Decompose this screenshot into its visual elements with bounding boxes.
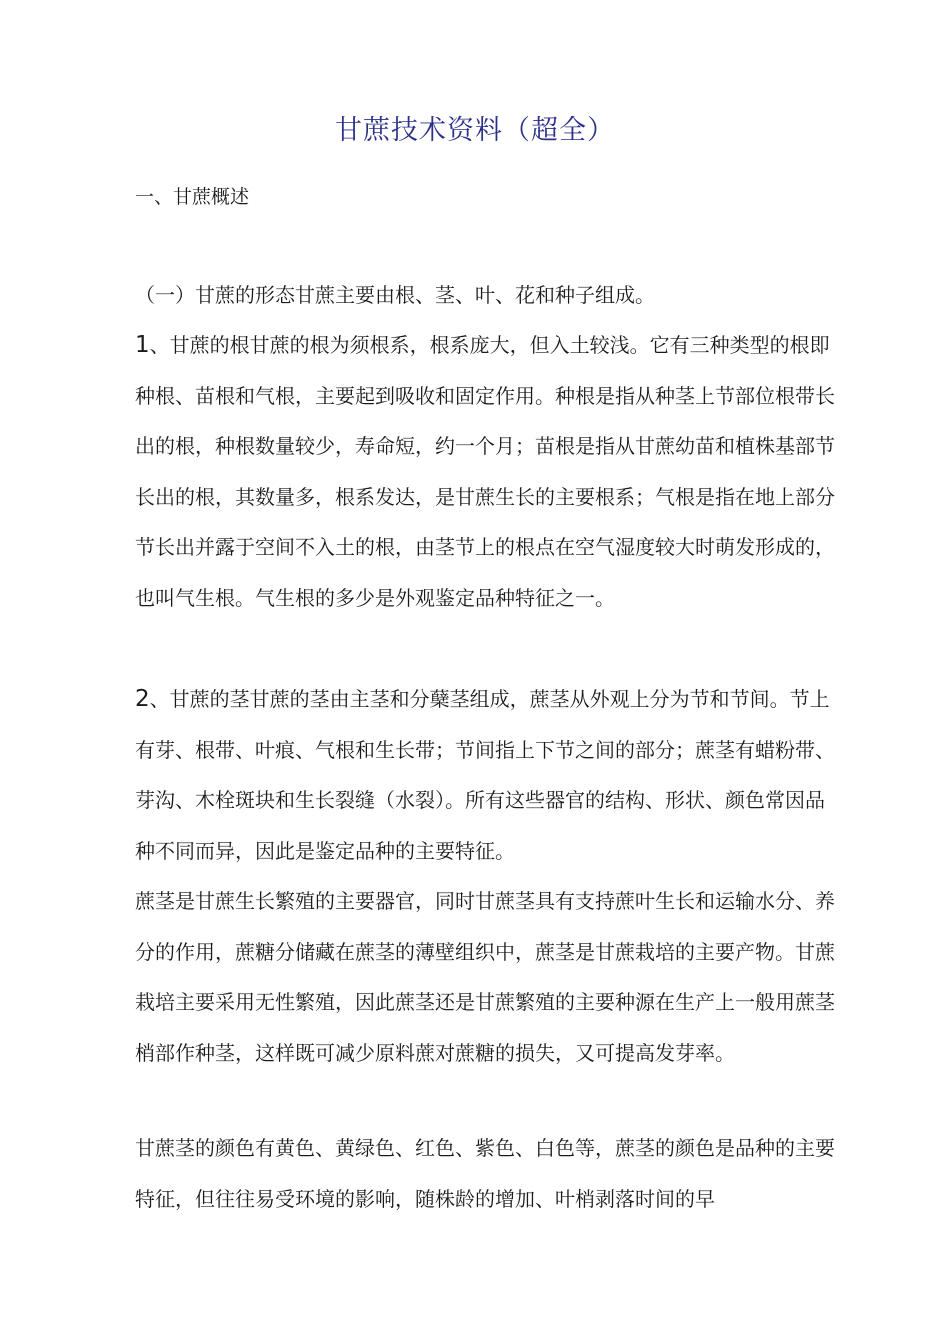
paragraph-number: 2 <box>135 686 150 712</box>
paragraph-stem <box>135 674 835 876</box>
paragraph-stem-function: 蔗茎是甘蔗生长繁殖的主要器官，同时甘蔗茎具有支持蔗叶生长和运输水分、养分的作用，蔗糖分储藏在蔗茎的薄壁组织中，蔗茎是甘蔗栽培的主要产物。甘蔗栽培主要采用无性繁殖，因此蔗茎还是甘蔗繁殖的主要种源在生产上一般用蔗茎梢部作种茎，这样既可减少原料蔗对蔗糖的损失，又可提高发芽率。 <box>135 889 835 1065</box>
paragraph-stem-color: 甘蔗茎的颜色有黄色、黄绿色、红色、紫色、白色等，蔗茎的颜色是品种的主要特征，但往往易受环境的影响，随株龄的增加、叶梢剥落时间的早 <box>135 1136 835 1211</box>
paragraph-number: 1 <box>135 332 150 358</box>
document-title: 甘蔗技术资料（超全） <box>335 115 615 146</box>
paragraph-text: 、甘蔗的茎甘蔗的茎由主茎和分蘖茎组成，蔗茎从外观上分为节和节间。节上有芽、根带、叶痕、气根和生长带；节间指上下节之间的部分；蔗茎有蜡粉带、芽沟、木栓斑块和生长裂缝（水裂）。所有这些器官的结构、形状、颜色常因品种不同而异，因此是鉴定品种的主要特征。 <box>135 687 835 863</box>
section-heading: 一、甘蔗概述 <box>135 186 250 208</box>
paragraph-text: 、甘蔗的根甘蔗的根为须根系，根系庞大，但入土较浅。它有三种类型的根即种根、苗根和气根，主要起到吸收和固定作用。种根是指从种茎上节部位根带长出的根，种根数量较少，寿命短，约一个月；苗根是指从甘蔗幼苗和植株基部节长出的根，其数量多，根系发达，是甘蔗生长的主要根系；气根是指在地上部分节长出并露于空间不入土的根，由茎节上的根点在空气湿度较大时萌发形成的，也叫气生根。气生根的多少是外观鉴定品种特征之一。 <box>135 333 835 610</box>
subsection-heading: （一）甘蔗的形态甘蔗主要由根、茎、叶、花和种子组成。 <box>135 283 655 307</box>
paragraph-roots <box>135 320 835 624</box>
